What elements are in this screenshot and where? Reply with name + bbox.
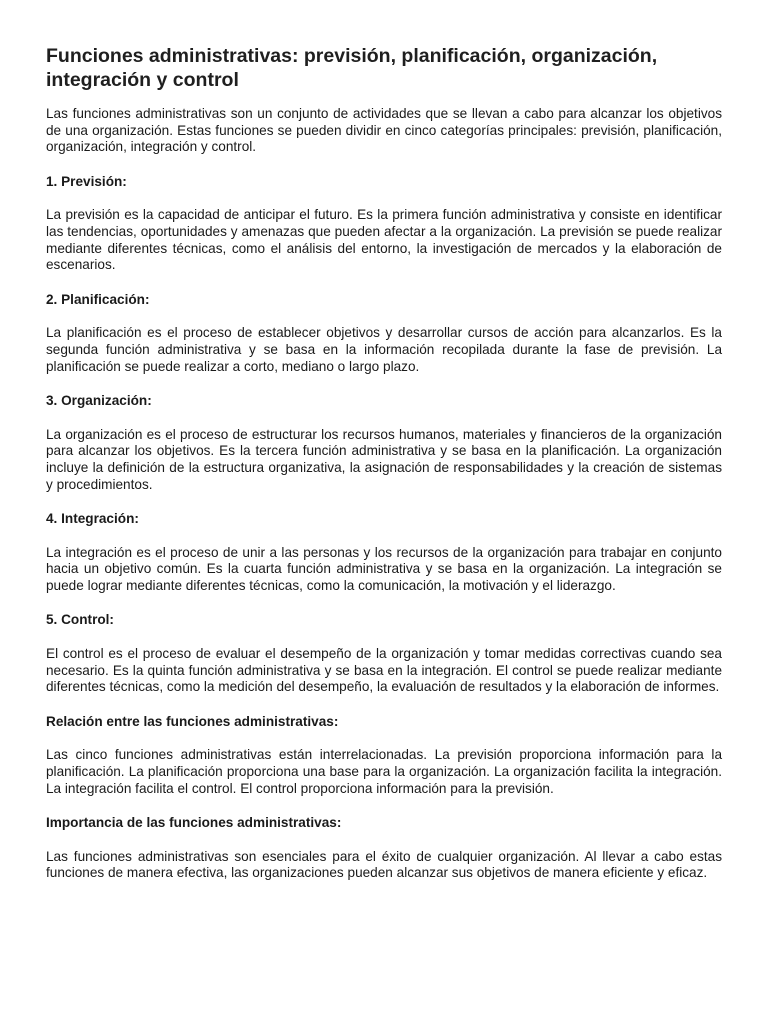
section-heading-control: 5. Control: [46, 612, 114, 628]
section-heading-integracion: 4. Integración: [46, 511, 139, 527]
section-body-organizacion: La organización es el proceso de estructurar los recursos humanos, materiales y financieros de la organización para alcanzar los objetivos. Es la tercera función administrativa y se basa en la planificación. La organización incluye la definición de la estructura organizativa, la asignación de responsabilidades y la creación de sistemas y procedimientos. [46, 426, 722, 492]
section-heading-prevision: 1. Previsión: [46, 173, 127, 189]
intro-paragraph: Las funciones administrativas son un conjunto de actividades que se llevan a cabo para alcanzar los objetivos de una organización. Estas funciones se pueden dividir en cinco categorías principales: previsión, planificación, organización, integración y control. [46, 106, 722, 155]
section-body-relacion: Las cinco funciones administrativas están interrelacionadas. La previsión proporciona información para la planificación. La planificación proporciona una base para la organización. La organización facilita la integración. La integración facilita el control. El control proporciona información para la previsión. [46, 747, 722, 796]
section-heading-planificacion: 2. Planificación: [46, 291, 150, 307]
section-heading-organizacion: 3. Organización: [46, 393, 152, 409]
document-title: Funciones administrativas: previsión, planificación, organización, integración y control [46, 45, 658, 91]
section-heading-relacion: Relación entre las funciones administrativas: [46, 713, 339, 729]
section-body-control: El control es el proceso de evaluar el desempeño de la organización y tomar medidas correctivas cuando sea necesario. Es la quinta función administrativa y se basa en la integración. El control se puede realizar mediante diferentes técnicas, como la medición del desempeño, la evaluación de resultados y la elaboración de informes. [46, 646, 722, 695]
section-body-prevision: La previsión es la capacidad de anticipar el futuro. Es la primera función administrativa y consiste en identificar las tendencias, oportunidades y amenazas que pueden afectar a la organización. La previsión se puede realizar mediante diferentes técnicas, como el análisis del entorno, la investigación de mercados y la elaboración de escenarios. [46, 207, 722, 273]
section-body-importancia: Las funciones administrativas son esenciales para el éxito de cualquier organización. Al llevar a cabo estas funciones de manera efectiva, las organizaciones pueden alcanzar sus objetivos de manera eficiente y eficaz. [46, 848, 722, 881]
section-body-integracion: La integración es el proceso de unir a las personas y los recursos de la organización para trabajar en conjunto hacia un objetivo común. Es la cuarta función administrativa y se basa en la organización. La integración se puede lograr mediante diferentes técnicas, como la comunicación, la motivación y el liderazgo. [46, 544, 722, 593]
section-heading-importancia: Importancia de las funciones administrativas: [46, 815, 342, 831]
section-body-planificacion: La planificación es el proceso de establecer objetivos y desarrollar cursos de acción para alcanzarlos. Es la segunda función administrativa y se basa en la información recopilada durante la fase de previsión. La planificación se puede realizar a corto, mediano o largo plazo. [46, 325, 722, 374]
